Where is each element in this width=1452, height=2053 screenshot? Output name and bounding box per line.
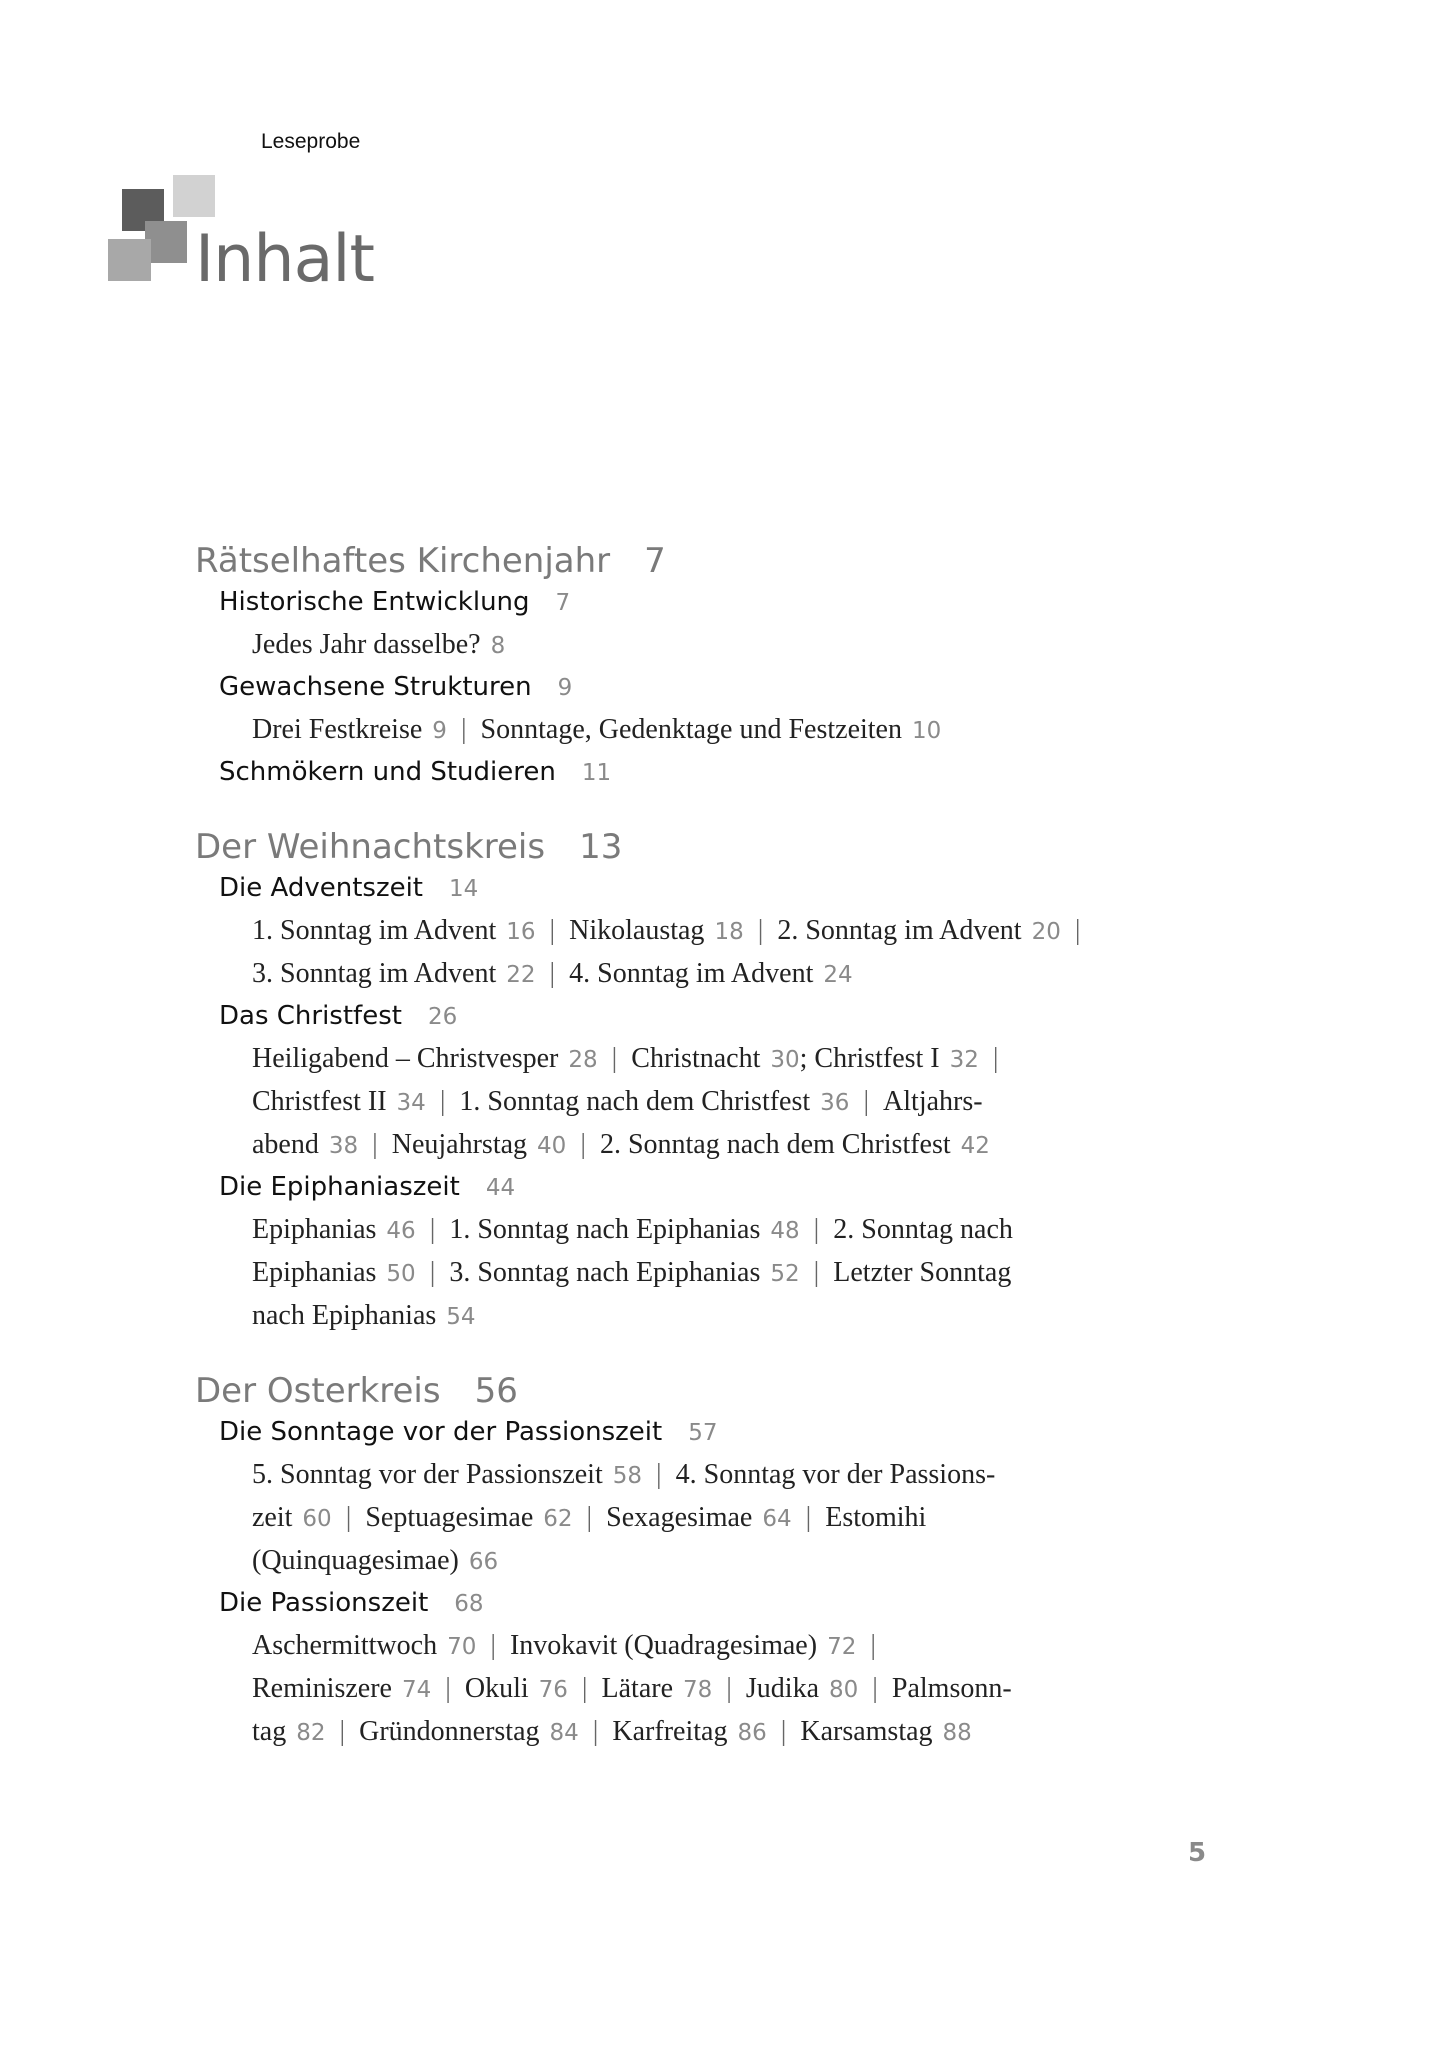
separator: | <box>656 1459 662 1490</box>
separator: | <box>992 1043 999 1074</box>
entry-title: Epiphanias <box>252 1257 377 1288</box>
entry-title: Karfreitag <box>612 1716 728 1747</box>
entry-title: Christfest II <box>252 1086 387 1117</box>
entry-title: Lätare <box>601 1673 674 1704</box>
entry-page: 34 <box>396 1090 426 1116</box>
entry-title: Septuagesimae <box>365 1502 534 1533</box>
entry-title: (Quinquagesimae) <box>252 1545 459 1576</box>
separator: | <box>813 1257 820 1288</box>
entry-page: 22 <box>506 962 536 988</box>
table-of-contents <box>195 540 1195 1754</box>
toc-entry-line <box>252 1081 1195 1124</box>
separator: | <box>872 1673 878 1704</box>
separator: | <box>445 1673 451 1704</box>
part-page: 13 <box>579 827 623 867</box>
entry-title: Sonntage, Gedenktage und Festzeiten <box>480 714 902 745</box>
entry-page: 76 <box>538 1677 568 1703</box>
entry-page: 42 <box>960 1133 990 1159</box>
section-page: 44 <box>485 1175 516 1201</box>
separator: | <box>345 1502 352 1533</box>
separator: | <box>580 1129 586 1160</box>
toc-section <box>219 752 1195 794</box>
entry-page: 20 <box>1031 919 1061 945</box>
separator: | <box>586 1502 593 1533</box>
separator: | <box>780 1716 787 1747</box>
entry-title: 3. Sonntag im Advent <box>252 958 497 989</box>
entry-title: Christnacht <box>631 1043 761 1074</box>
toc-section <box>219 1583 1195 1625</box>
toc-section <box>219 1167 1195 1209</box>
separator: | <box>757 915 764 946</box>
section-title: Die Sonntage vor der Passionszeit <box>219 1417 663 1447</box>
toc-entry-line <box>252 709 1195 752</box>
entry-title: Karsamstag <box>800 1716 933 1747</box>
separator: | <box>813 1214 820 1245</box>
entry-title: Aschermittwoch <box>252 1630 438 1661</box>
entry-title: 5. Sonntag vor der Passionszeit <box>252 1459 603 1490</box>
entry-page: 30 <box>770 1047 800 1073</box>
section-title: Die Passionszeit <box>219 1588 429 1618</box>
entry-page: 24 <box>823 962 853 988</box>
toc-entry-line <box>252 1038 1195 1081</box>
square-light <box>108 239 151 281</box>
toc-entry-line <box>252 953 1195 996</box>
entry-page: 40 <box>537 1133 567 1159</box>
section-page: 14 <box>449 876 479 902</box>
separator: | <box>460 714 467 745</box>
entry-page: 38 <box>328 1133 359 1159</box>
entry-title: 1. Sonntag nach Epiphanias <box>449 1214 761 1245</box>
entry-title: Heiligabend – Christvesper <box>252 1043 559 1074</box>
entry-title: Gründonnerstag <box>359 1716 540 1747</box>
separator: | <box>372 1129 378 1160</box>
toc-entry-line <box>252 624 1195 667</box>
entry-title: Neujahrstag <box>391 1129 528 1160</box>
toc-entry-line <box>252 1252 1195 1295</box>
entry-title: Judika <box>745 1673 820 1704</box>
square-mid <box>145 221 187 263</box>
section-title: Gewachsene Strukturen <box>219 672 532 702</box>
entry-page: 80 <box>829 1677 859 1703</box>
toc-section <box>219 996 1195 1038</box>
section-title: Das Christfest <box>219 1001 402 1031</box>
part-page: 56 <box>474 1371 518 1411</box>
entry-page: 18 <box>714 919 744 945</box>
toc-part <box>195 540 1195 582</box>
toc-entry-line <box>252 1295 1195 1338</box>
entry-page: 9 <box>432 718 447 744</box>
part-title: Der Osterkreis <box>195 1371 441 1411</box>
toc-entry-line <box>252 1668 1195 1711</box>
entry-title: Altjahrs- <box>883 1086 983 1117</box>
entry-title: tag <box>252 1716 287 1747</box>
part-title: Rätselhaftes Kirchenjahr <box>195 541 611 581</box>
separator: | <box>439 1086 446 1117</box>
entry-page: 82 <box>296 1720 326 1746</box>
entry-title: 3. Sonntag nach Epiphanias <box>449 1257 761 1288</box>
separator: | <box>726 1673 732 1704</box>
entry-title: abend <box>252 1129 319 1160</box>
entry-page: 62 <box>543 1506 573 1532</box>
entry-title: 2. Sonntag nach <box>833 1214 1013 1245</box>
section-title: Schmökern und Studieren <box>219 757 556 787</box>
section-page: 26 <box>427 1004 458 1030</box>
separator: | <box>429 1214 436 1245</box>
entry-title: Jedes Jahr dasselbe? <box>252 629 481 660</box>
entry-page: 60 <box>302 1506 332 1532</box>
entry-page: 32 <box>949 1047 979 1073</box>
section-page: 7 <box>555 590 571 616</box>
entry-title: Christfest I <box>807 1043 940 1074</box>
toc-section <box>219 1412 1195 1454</box>
entry-page: 78 <box>683 1677 713 1703</box>
entry-page: 50 <box>386 1261 416 1287</box>
entry-title: 1. Sonntag nach dem Christfest <box>459 1086 811 1117</box>
page-number: 5 <box>1188 1838 1207 1868</box>
entry-title: 2. Sonntag nach dem Christfest <box>599 1129 951 1160</box>
entry-page: 74 <box>401 1677 432 1703</box>
separator: | <box>429 1257 436 1288</box>
toc-entry-line <box>252 1454 1195 1497</box>
section-title: Die Adventszeit <box>219 873 424 903</box>
toc-section <box>219 667 1195 709</box>
separator: | <box>549 915 556 946</box>
entry-page: 88 <box>942 1720 972 1746</box>
separator: | <box>490 1630 496 1661</box>
entry-title: 4. Sonntag vor der Passions- <box>675 1459 996 1490</box>
entry-page: 64 <box>762 1506 792 1532</box>
separator: | <box>805 1502 812 1533</box>
separator: | <box>581 1673 588 1704</box>
entry-page: 66 <box>468 1549 499 1575</box>
section-title: Historische Entwicklung <box>219 587 530 617</box>
separator: | <box>592 1716 599 1747</box>
separator: | <box>549 958 556 989</box>
entry-page: 46 <box>386 1218 416 1244</box>
entry-title: Invokavit (Quadragesimae) <box>509 1630 818 1661</box>
entry-title: Sexagesimae <box>606 1502 753 1533</box>
separator: | <box>339 1716 346 1747</box>
toc-section <box>219 868 1195 910</box>
section-title: Die Epiphaniaszeit <box>219 1172 460 1202</box>
entry-page: 86 <box>737 1720 767 1746</box>
toc-entry-line <box>252 1625 1195 1668</box>
toc-part <box>195 1370 1195 1412</box>
toc-entry-line <box>252 1124 1195 1167</box>
entry-title: Drei Festkreise <box>252 714 423 745</box>
entry-page: 58 <box>612 1463 643 1489</box>
section-page: 68 <box>454 1591 484 1617</box>
toc-part <box>195 826 1195 868</box>
entry-title: nach Epiphanias <box>252 1300 437 1331</box>
leseprobe-label: Leseprobe <box>261 130 361 153</box>
entry-page: 10 <box>911 718 942 744</box>
entry-page: 36 <box>820 1090 850 1116</box>
entry-page: 16 <box>506 919 536 945</box>
part-title: Der Weihnachtskreis <box>195 827 546 867</box>
separator: | <box>863 1086 870 1117</box>
entry-title: Letzter Sonntag <box>833 1257 1012 1288</box>
entry-title: Reminiszere <box>252 1673 392 1704</box>
separator: | <box>611 1043 618 1074</box>
entry-title: Palmsonn- <box>891 1673 1012 1704</box>
entry-title: Epiphanias <box>252 1214 377 1245</box>
entry-page: 70 <box>447 1634 477 1660</box>
page-title: Inhalt <box>195 222 374 297</box>
separator: | <box>1074 915 1081 946</box>
section-page: 57 <box>688 1420 718 1446</box>
entry-page: 72 <box>827 1634 857 1660</box>
entry-page: 84 <box>549 1720 579 1746</box>
entry-title: 1. Sonntag im Advent <box>252 915 497 946</box>
entry-page: 54 <box>446 1304 476 1330</box>
entry-page: 28 <box>568 1047 598 1073</box>
entry-punct: ; <box>799 1043 808 1074</box>
entry-page: 52 <box>770 1261 800 1287</box>
section-page: 11 <box>581 760 612 786</box>
toc-entry-line <box>252 1209 1195 1252</box>
toc-section <box>219 582 1195 624</box>
section-page: 9 <box>557 675 573 701</box>
entry-title: Okuli <box>464 1673 529 1704</box>
entry-title: Nikolaustag <box>569 915 705 946</box>
entry-title: Estomihi <box>825 1502 927 1533</box>
entry-title: 2. Sonntag im Advent <box>777 915 1022 946</box>
separator: | <box>870 1630 876 1661</box>
entry-title: zeit <box>252 1502 293 1533</box>
toc-entry-line <box>252 910 1195 953</box>
entry-title: 4. Sonntag im Advent <box>569 958 814 989</box>
entry-page: 48 <box>770 1218 800 1244</box>
entry-page: 8 <box>490 633 506 659</box>
toc-entry-line <box>252 1540 1195 1583</box>
part-page: 7 <box>644 541 666 581</box>
toc-entry-line <box>252 1497 1195 1540</box>
toc-entry-line <box>252 1711 1195 1754</box>
square-pale <box>173 175 215 217</box>
